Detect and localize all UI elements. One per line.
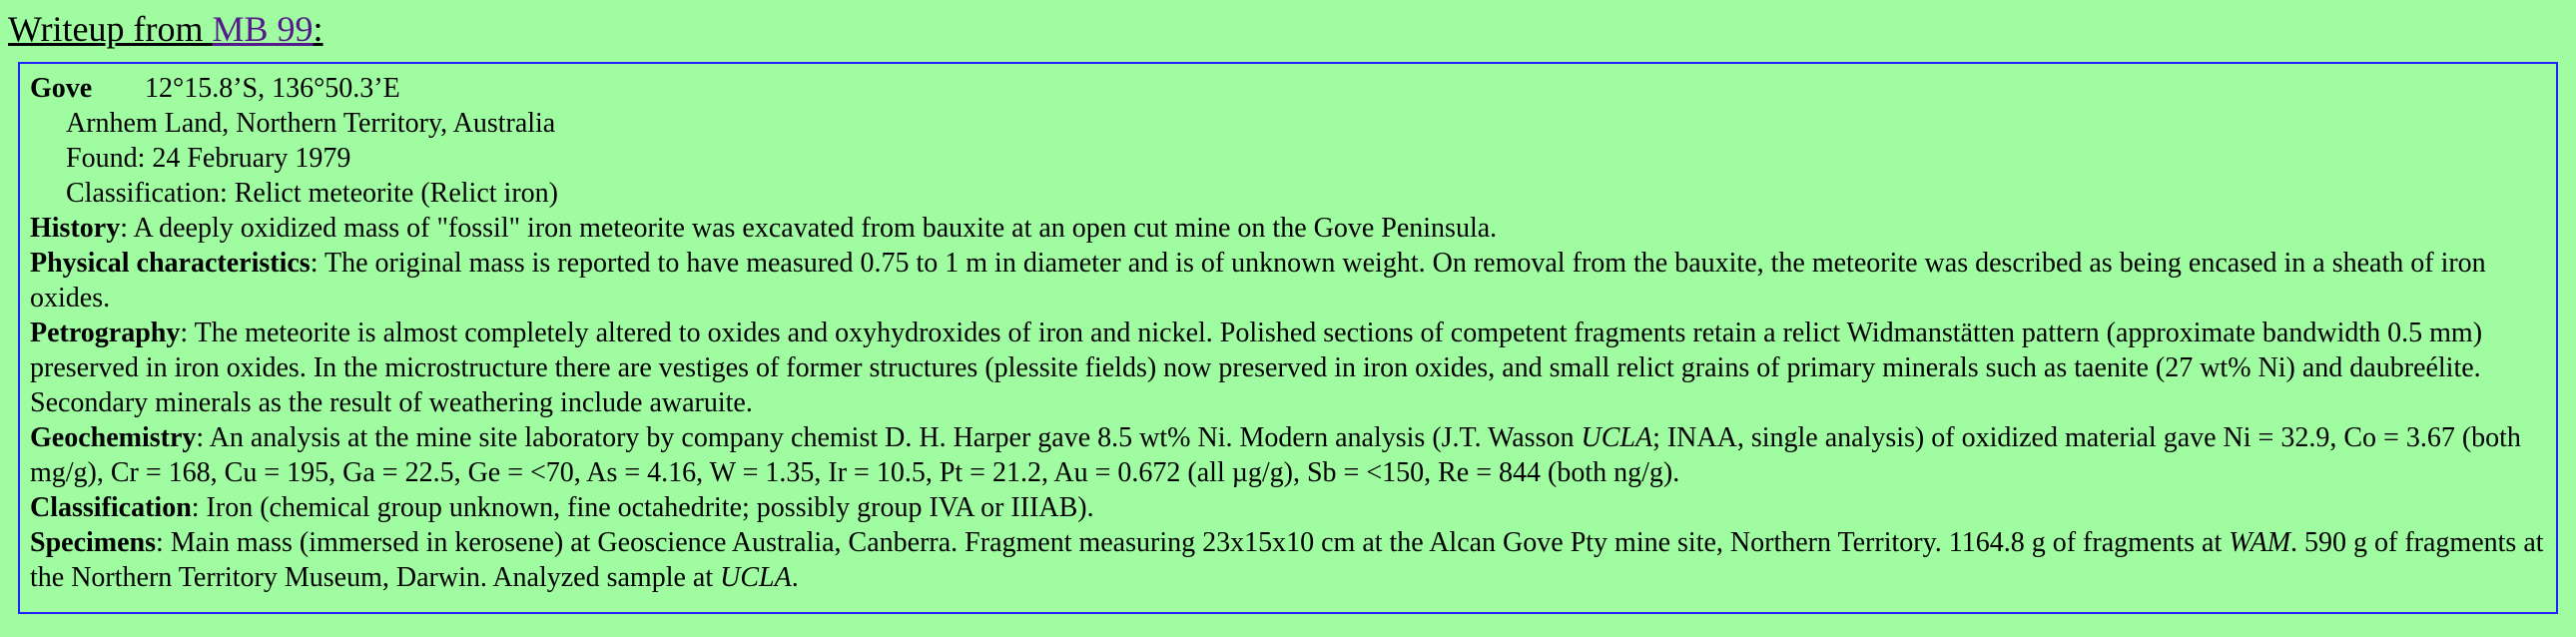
specimens-paragraph <box>30 525 2544 595</box>
specimens-wam: WAM <box>2229 527 2291 558</box>
geochemistry-ucla: UCLA <box>1581 422 1653 453</box>
classification-label: Classification <box>30 492 192 523</box>
specimens-ucla: UCLA <box>720 562 792 593</box>
history-text: : A deeply oxidized mass of "fossil" iron meteorite was excavated from bauxite at an open cut mine on the Gove Peninsula. <box>120 213 1498 244</box>
heading-prefix: Writeup from <box>8 9 213 49</box>
physical-label: Physical characteristics <box>30 248 311 279</box>
specimens-text-c: . <box>791 562 799 593</box>
petrography-label: Petrography <box>30 318 181 348</box>
writeup-heading <box>8 6 323 52</box>
meteorite-name: Gove <box>30 73 93 104</box>
classification-paragraph <box>30 490 2544 525</box>
specimens-text-a: : Main mass (immersed in kerosene) at Geoscience Australia, Canberra. Fragment measuring 23x15x10 cm at the Alcan Gove Pty mine site, Northern Territory. 1164.8 g of fragments at <box>156 527 2230 558</box>
writeup-box <box>18 62 2558 614</box>
classification-summary: Classification: Relict meteorite (Relict iron) <box>66 178 558 209</box>
heading-suffix: : <box>313 9 323 49</box>
geochemistry-label: Geochemistry <box>30 422 197 453</box>
history-label: History <box>30 213 121 244</box>
geochemistry-text-a: : An analysis at the mine site laboratory by company chemist D. H. Harper gave 8.5 wt% Ni. Modern analysis (J.T. Wasson <box>196 422 1582 453</box>
geochemistry-paragraph <box>30 420 2544 490</box>
location: Arnhem Land, Northern Territory, Australia <box>66 108 556 139</box>
found-date: Found: 24 February 1979 <box>66 143 351 174</box>
history-paragraph <box>30 211 2544 246</box>
specimens-label: Specimens <box>30 527 156 558</box>
specimens-text-b: . 590 g of fragments at the Northern Territory Museum, Darwin. Analyzed sample at <box>30 527 2544 593</box>
coordinates: 12°15.8’S, 136°50.3’E <box>145 73 400 104</box>
physical-paragraph <box>30 246 2544 316</box>
entry-header <box>30 71 2544 106</box>
mb99-link[interactable]: MB 99 <box>212 9 314 49</box>
physical-text: : The original mass is reported to have measured 0.75 to 1 m in diameter and is of unknown weight. On removal from the bauxite, the meteorite was described as being encased in a sheath of iron oxides. <box>30 248 2486 314</box>
petrography-paragraph <box>30 316 2544 420</box>
classification-text: : Iron (chemical group unknown, fine octahedrite; possibly group IVA or IIIAB). <box>191 492 1094 523</box>
geochemistry-text-b: ; INAA, single analysis) of oxidized material gave Ni = 32.9, Co = 3.67 (both mg/g), Cr = 168, Cu = 195, Ga = 22.5, Ge = <70, As = 4.16, W = 1.35, Ir = 10.5, Pt = 21.2, Au = 0.672 (all µg/g), Sb = <150, Re = 844 (both ng/g). <box>30 422 2521 488</box>
petrography-text: : The meteorite is almost completely altered to oxides and oxyhydroxides of iron and nickel. Polished sections of competent fragments retain a relict Widmanstätten pattern (approximate bandwidth 0.5 mm) preserved in iron oxides. In the microstructure there are vestiges of former structures (plessite fields) now preserved in iron oxides, and small relict grains of primary minerals such as taenite (27 wt% Ni) and daubreélite. Secondary minerals as the result of weathering include awaruite. <box>30 318 2483 418</box>
